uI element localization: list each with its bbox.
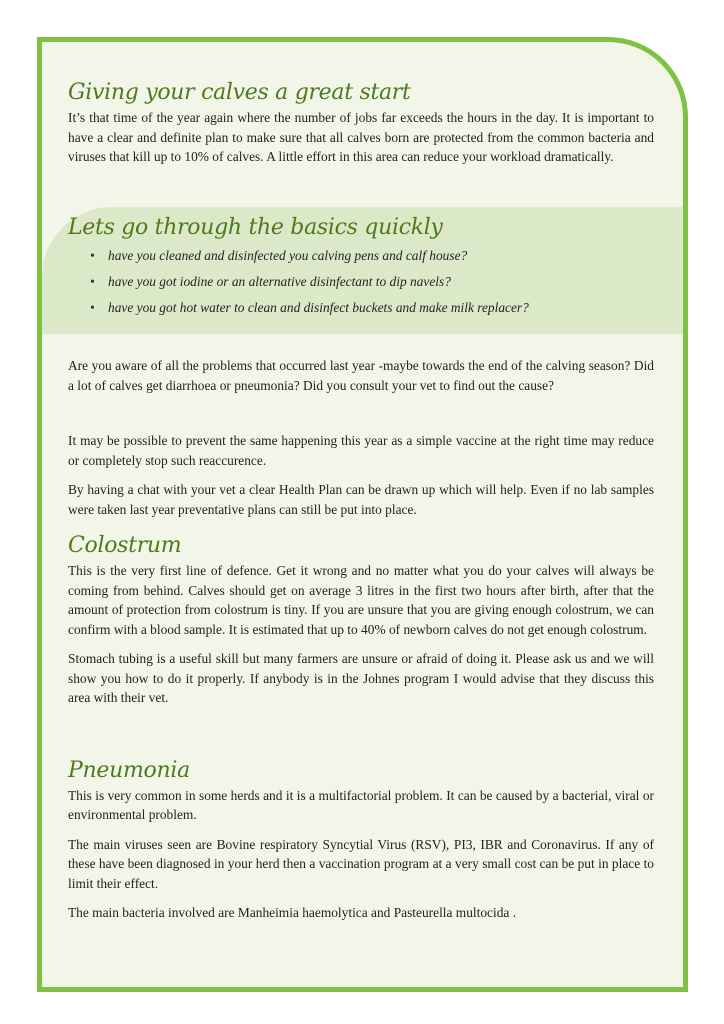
problems-paragraph-2: It may be possible to prevent the same happening this year as a simple vaccine at the right time may reduce or completely stop such reaccurence.	[68, 433, 654, 468]
basics-list	[68, 243, 654, 321]
page-frame	[37, 37, 688, 992]
list-item-text: have you cleaned and disinfected you calving pens and calf house?	[108, 248, 468, 263]
colostrum-heading: Colostrum	[68, 533, 182, 558]
list-item	[68, 295, 654, 321]
colostrum-paragraph-2: Stomach tubing is a useful skill but many farmers are unsure or afraid of doing it. Please ask us and we will show you how to do it properly. If anybody is in the Johnes program I would advise that they discuss this area with their vet.	[68, 651, 654, 705]
pneumonia-paragraph-2: The main viruses seen are Bovine respiratory Syncytial Virus (RSV), PI3, IBR and Coronavirus. If any of these have been diagnosed in your herd then a vaccination program at a very small cost can be put in place to limit their effect.	[68, 836, 654, 891]
problems-paragraph-1: Are you aware of all the problems that occurred last year -maybe towards the end of the calving season? Did a lot of calves get diarrhoea or pneumonia? Did you consult your vet to find out the cause?	[68, 358, 654, 393]
spacer	[68, 405, 654, 431]
spacer	[68, 718, 654, 758]
intro-section	[68, 80, 654, 177]
list-item	[68, 269, 654, 295]
main-body	[68, 356, 654, 933]
list-item-text: have you got iodine or an alternative disinfectant to dip navels?	[108, 274, 451, 289]
pneumonia-paragraph-1: This is very common in some herds and it is a multifactorial problem. It can be caused by a bacterial, viral or environmental problem.	[68, 787, 654, 822]
list-item-text: have you got hot water to clean and disinfect buckets and make milk replacer?	[108, 300, 529, 315]
problems-paragraph-3: By having a chat with your vet a clear Health Plan can be drawn up which will help. Even if no lab samples were taken last year preventative plans can still be put into place.	[68, 482, 654, 517]
colostrum-paragraph-1: This is the very first line of defence. Get it wrong and no matter what you do your calves will always be coming from behind. Calves should get on average 3 litres in the first two hours after birth, after that the amount of protection from colostrum is tiny. If you are unsure that you are giving enough colostrum, we can confirm with a blood sample. It is estimated that up to 40% of newborn calves do not get enough colostrum.	[68, 563, 654, 637]
bullet-icon: •	[90, 274, 95, 289]
intro-heading: Giving your calves a great start	[68, 80, 411, 105]
basics-section	[68, 215, 654, 321]
list-item	[68, 243, 654, 269]
bullet-icon: •	[90, 248, 95, 263]
bullet-icon: •	[90, 300, 95, 315]
pneumonia-paragraph-3: The main bacteria involved are Manheimia haemolytica and Pasteurella multocida .	[68, 905, 517, 920]
basics-heading: Lets go through the basics quickly	[68, 215, 443, 240]
pneumonia-heading: Pneumonia	[68, 757, 190, 783]
basics-band	[42, 207, 683, 334]
intro-paragraph: It’s that time of the year again where the number of jobs far exceeds the hours in the day. It is important to have a clear and definite plan to make sure that all calves born are protected from the common bacteria and viruses that kill up to 10% of calves. A little effort in this area can reduce your workload dramatically.	[68, 110, 654, 164]
